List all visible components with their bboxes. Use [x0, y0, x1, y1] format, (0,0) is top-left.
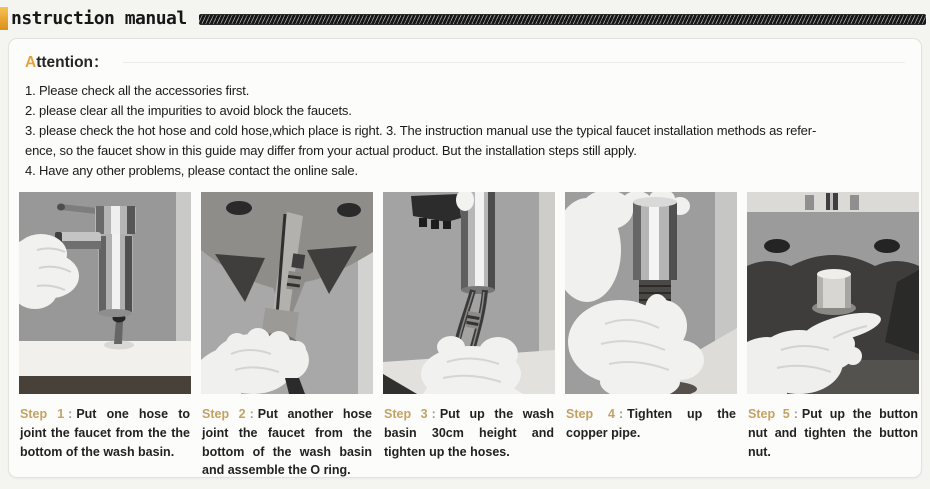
step-2-column — [201, 192, 373, 480]
step-1-text: Put one hose to joint the faucet from the the bottom of the wash basin. — [20, 407, 190, 459]
attention-header — [25, 50, 905, 72]
step-3-column — [383, 192, 555, 480]
step-1-caption — [19, 405, 191, 461]
step-5-label: Step 5 — [748, 407, 790, 421]
attention-item: 2. please clear all the impurities to avoid block the faucets. — [25, 103, 352, 118]
step-1-column — [19, 192, 191, 480]
step-3-text: Put up the wash basin 30cm height and tighten up the hoses. — [384, 407, 555, 459]
step-2-colon: : — [249, 407, 254, 421]
step-1-label: Step 1 — [20, 407, 65, 421]
finger-pushing-button-nut-photo — [747, 192, 919, 394]
title-accent-bar-icon — [0, 7, 8, 30]
step-4-colon: : — [619, 407, 624, 421]
hatched-divider — [199, 14, 926, 25]
attention-item: 1. Please check all the accessories first. — [25, 83, 250, 98]
header — [0, 5, 930, 31]
attention-list — [25, 81, 907, 181]
step-3-label: Step 3 — [384, 407, 428, 421]
step-5-colon: : — [793, 407, 798, 421]
step-4-label: Step 4 — [566, 407, 615, 421]
step-5-text: Put up the button nut and tighten the button nut. — [748, 407, 918, 459]
hand-feeding-hose-under-basin-photo — [201, 192, 373, 394]
step-4-column — [565, 192, 737, 480]
steps-row — [19, 192, 918, 480]
step-2-caption — [201, 405, 373, 480]
hand-pulling-hoses-below-faucet-photo — [383, 192, 555, 394]
step-3-caption — [383, 405, 555, 461]
attention-item: 3. please check the hot hose and cold hose,which place is right. 3. The instruction manual use the typical faucet installation methods as refer- — [25, 123, 817, 138]
attention-heading-rest: ttention： — [36, 54, 109, 71]
manual-panel — [8, 38, 922, 478]
step-1-colon: : — [68, 407, 73, 421]
step-2-text: Put another hose joint the faucet from the bottom of the wash basin and assemble the O ring. — [202, 407, 373, 478]
step-3-colon: : — [431, 407, 436, 421]
attention-heading — [25, 50, 109, 72]
page-title: nstruction manual — [11, 7, 187, 29]
hands-tightening-copper-pipe-photo — [565, 192, 737, 394]
faucet-held-above-basin-photo — [19, 192, 191, 394]
attention-item: ence, so the faucet show in this guide may differ from your actual product. But the installation steps still apply. — [25, 143, 637, 158]
attention-rule — [123, 62, 905, 63]
step-4-caption — [565, 405, 737, 443]
attention-accent-letter: A — [25, 54, 37, 71]
attention-item: 4. Have any other problems, please contact the online sale. — [25, 163, 358, 178]
step-5-column — [747, 192, 919, 480]
step-5-caption — [747, 405, 919, 461]
step-2-label: Step 2 — [202, 407, 246, 421]
step-4-text: Tighten up the copper pipe. — [566, 407, 737, 440]
